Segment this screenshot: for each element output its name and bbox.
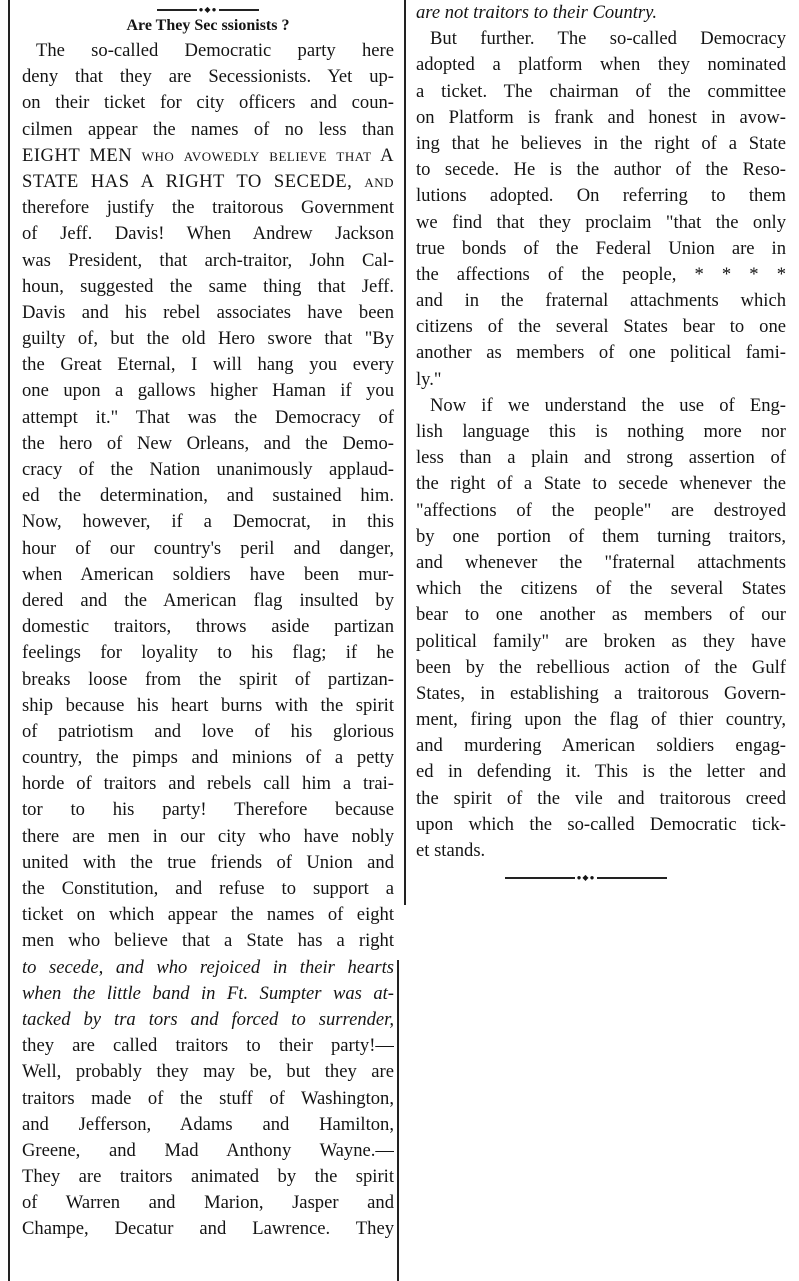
- text-line: domestic traitors, throws aside partizan: [22, 616, 394, 638]
- text-line: The so-called Democratic party here: [36, 40, 394, 61]
- text-line: breaks loose from the spirit of partizan-: [22, 668, 394, 690]
- text-line: a ticket. The chairman of the committee: [416, 80, 786, 102]
- text-line: to secede, and who rejoiced in their hearts: [22, 956, 394, 978]
- text-line: STATE HAS A RIGHT TO SECEDE, and: [22, 170, 394, 192]
- text-line: are not traitors to their Country.: [416, 2, 658, 23]
- text-line: and in the fraternal attachments which: [416, 290, 786, 312]
- end-ornament: ●◆●: [476, 874, 696, 882]
- text-line: and Jefferson, Adams and Hamilton,: [22, 1113, 394, 1135]
- text-line: therefore justify the traitorous Government: [22, 197, 394, 219]
- text-line: another as members of one political fami-: [416, 342, 786, 364]
- text-line: Now, however, if a Democrat, in this: [22, 511, 394, 533]
- text-line: Champe, Decatur and Lawrence. They: [22, 1218, 394, 1240]
- text-line: cracy of the Nation unanimously applaud-: [22, 459, 394, 480]
- text-line: was President, that arch-traitor, John Cal-: [22, 249, 394, 271]
- text-line: traitors made of the stuff of Washington,: [22, 1087, 394, 1109]
- text-line: They are traitors animated by the spirit: [22, 1166, 394, 1188]
- text-line: ly.": [416, 368, 442, 390]
- text-line: horde of traitors and rebels call him a trai-: [22, 773, 394, 795]
- text-line: and murdering American soldiers engag-: [416, 735, 786, 757]
- text-line: et stands.: [416, 840, 486, 861]
- text-line: country, the pimps and minions of a petty: [22, 747, 394, 769]
- text-line: the hero of New Orleans, and the Demo-: [22, 432, 394, 454]
- column-rule-left: [8, 0, 10, 1281]
- text-line: less than a plain and strong assertion of: [416, 447, 786, 469]
- text-line: EIGHT MEN who avowedly believe that A: [22, 144, 394, 166]
- text-line: Well, probably they may be, but they are: [22, 1061, 394, 1083]
- text-line: on Platform is frank and honest in avow-: [416, 106, 786, 128]
- text-line: feelings for loyality to his flag; if he: [22, 642, 394, 664]
- left-column: [22, 0, 394, 1243]
- text-line: true bonds of the Federal Union are in: [416, 237, 786, 259]
- text-line: guilty of, but the old Hero swore that "By: [22, 328, 394, 350]
- text-line: and whenever the "fraternal attachments: [416, 551, 786, 573]
- text-line: "affections of the people" are destroyed: [416, 499, 786, 521]
- text-line: ticket on which appear the names of eight: [22, 904, 394, 926]
- text-line: Greene, and Mad Anthony Wayne.—: [22, 1139, 394, 1161]
- text-line: there are men in our city who have nobly: [22, 825, 394, 847]
- text-line: citizens of the several States bear to one: [416, 316, 786, 338]
- text-line: the right of a State to secede whenever the: [416, 473, 786, 495]
- text-line: one upon a gallows higher Haman if you: [22, 380, 394, 402]
- text-line: houn, suggested the same thing that Jeff.: [22, 275, 394, 297]
- text-line: which the citizens of the several States: [416, 578, 786, 600]
- text-line: upon which the so-called Democratic tick-: [416, 813, 786, 835]
- text-line: been by the rebellious action of the Gulf: [416, 656, 786, 678]
- text-line: attempt it." That was the Democracy of: [22, 406, 394, 428]
- text-line: States, in establishing a traitorous Govern-: [416, 682, 786, 704]
- text-line: men who believe that a State has a right: [22, 930, 394, 952]
- column-rule-middle-lower: [397, 960, 399, 1281]
- text-line: lutions adopted. On referring to them: [416, 185, 786, 207]
- text-line: the affections of the people, * * * *: [416, 263, 786, 285]
- text-line: ed the determination, and sustained him.: [22, 485, 394, 507]
- text-line: ed in defending it. This is the letter and: [416, 761, 786, 783]
- text-line: by one portion of them turning traitors,: [416, 525, 786, 547]
- right-column-body: [416, 0, 786, 864]
- article-headline: Are They Sec ssionists ?: [126, 17, 290, 34]
- text-line: to secede. He is the author of the Reso-: [416, 159, 786, 181]
- text-line: political family" are broken as they have: [416, 630, 786, 652]
- top-ornament: ●◆●: [22, 6, 394, 14]
- text-line: tacked by tra tors and forced to surrender,: [22, 1008, 394, 1030]
- text-line: tor to his party! Therefore because: [22, 799, 394, 821]
- text-line: cilmen appear the names of no less than: [22, 118, 394, 140]
- text-line: of patriotism and love of his glorious: [22, 720, 394, 742]
- text-line: on their ticket for city officers and coun-: [22, 92, 394, 114]
- text-line: when the little band in Ft. Sumpter was at-: [22, 982, 394, 1004]
- column-rule-middle-upper: [404, 0, 406, 905]
- left-column-body: [22, 38, 394, 1243]
- text-line: the Great Eternal, I will hang you every: [22, 354, 394, 376]
- text-line: of Warren and Marion, Jasper and: [22, 1192, 394, 1214]
- right-column: [416, 0, 786, 882]
- text-line: But further. The so-called Democracy: [430, 28, 786, 50]
- text-line: Davis and his rebel associates have been: [22, 301, 394, 323]
- text-line: we find that they proclaim "that the only: [416, 211, 786, 233]
- text-line: united with the true friends of Union and: [22, 851, 394, 873]
- text-line: ment, firing upon the flag of thier country,: [416, 709, 786, 731]
- text-line: deny that they are Secessionists. Yet up-: [22, 66, 394, 88]
- text-line: ship because his heart burns with the spirit: [22, 694, 394, 716]
- text-line: they are called traitors to their party!—: [22, 1035, 394, 1057]
- text-line: of Jeff. Davis! When Andrew Jackson: [22, 223, 394, 245]
- text-line: bear to one another as members of our: [416, 604, 786, 626]
- text-line: the spirit of the vile and traitorous creed: [416, 787, 786, 809]
- text-line: the Constitution, and refuse to support a: [22, 878, 394, 899]
- text-line: adopted a platform when they nominated: [416, 54, 786, 76]
- text-line: hour of our country's peril and danger,: [22, 537, 394, 559]
- text-line: lish language this is nothing more nor: [416, 421, 786, 442]
- text-line: ing that he believes in the right of a State: [416, 132, 786, 154]
- text-line: dered and the American flag insulted by: [22, 589, 394, 611]
- text-line: when American soldiers have been mur-: [22, 563, 394, 585]
- text-line: Now if we understand the use of Eng-: [430, 394, 786, 416]
